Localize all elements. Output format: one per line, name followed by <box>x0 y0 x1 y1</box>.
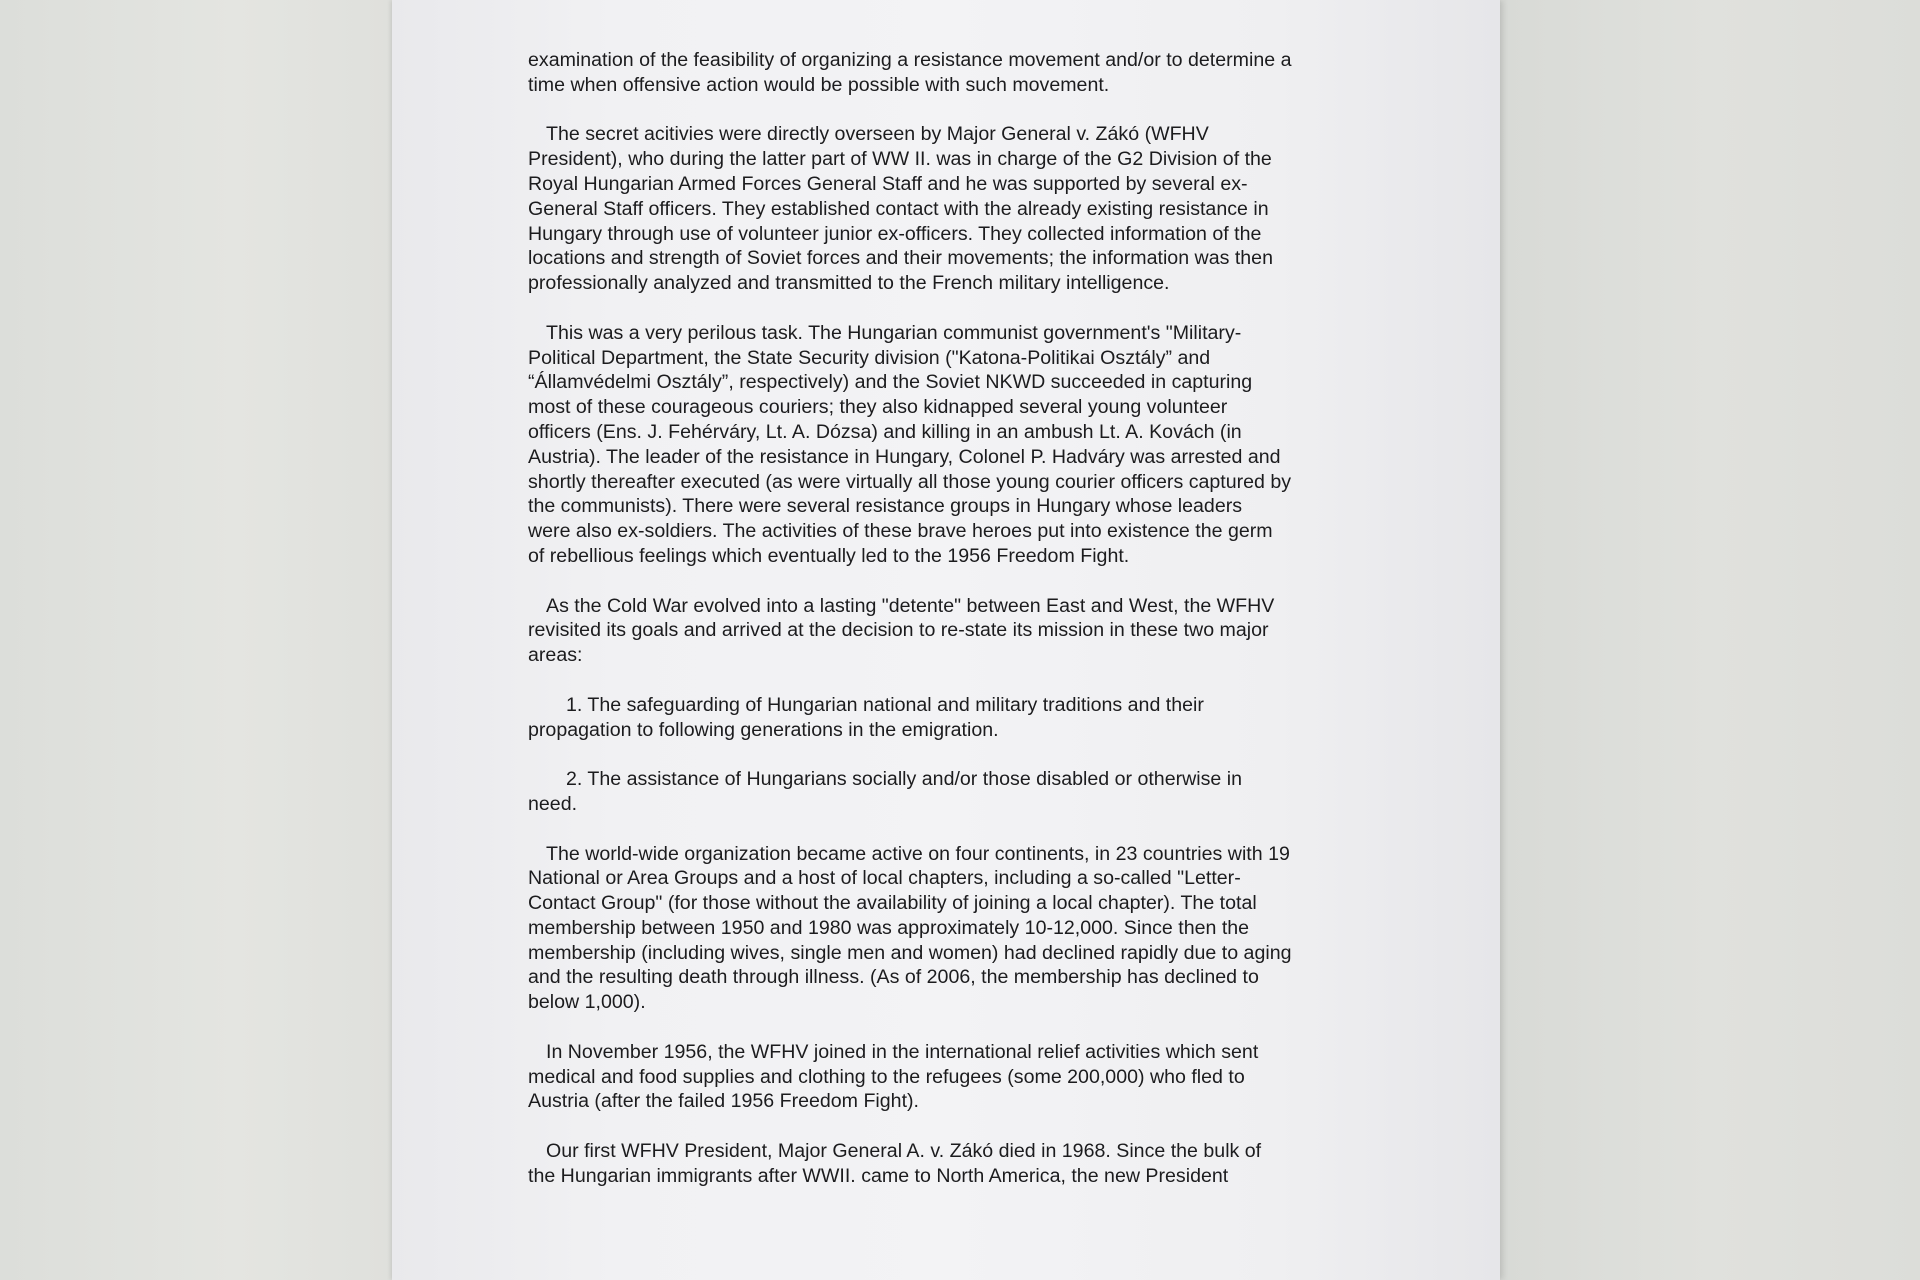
paragraph-relief: In November 1956, the WFHV joined in the international relief activities which sent medical and food supplies and clothing to the refugees (some 200,000) who fled to Austria (after the failed 1956 Freedom Fight). <box>528 1040 1259 1113</box>
list-item-traditions: 1. The safeguarding of Hungarian national and military traditions and their propagation to following generations in the emigration. <box>528 693 1204 741</box>
background-wall-left <box>0 0 392 1280</box>
paper-sheet <box>392 0 1500 1280</box>
list-item-assistance: 2. The assistance of Hungarians socially and/or those disabled or otherwise in need. <box>528 768 1243 815</box>
background-wall-right <box>1500 0 1920 1280</box>
paragraph-cold-war: As the Cold War evolved into a lasting "detente" between East and West, the WFHV revisited its goals and arrived at the decision to re-state its mission in these two major areas: <box>528 594 1275 667</box>
paragraph-secret-activities: The secret acitivies were directly overseen by Major General v. Zákó (WFHV President), who during the latter part of WW II. was in charge of the G2 Division of the Royal Hungarian Armed Forces General Staff and he was supported by several ex- General Staff officers. They established contact with the already existing resistance in Hungary through use of volunteer junior ex-officers. They collected information of the locations and strength of Soviet forces and their movements; the information was then professionally analyzed and transmitted to the French military intelligence. <box>528 123 1273 295</box>
document-body <box>528 48 1398 1189</box>
paragraph-first-president: Our first WFHV President, Major General A. v. Zákó died in 1968. Since the bulk of the Hungarian immigrants after WWII. came to North America, the new President <box>528 1140 1262 1187</box>
paragraph-perilous-task: This was a very perilous task. The Hungarian communist government's "Military- Political Department, the State Security division ("Katona-Politikai Osztály” and “Államvédelmi Osztály”, respectively) and the Soviet NKWD succeeded in capturing most of these courageous couriers; they also kidnapped several young volunteer officers (Ens. J. Fehérváry, Lt. A. Dózsa) and killing in an ambush Lt. A. Kovách (in Austria). The leader of the resistance in Hungary, Colonel P. Hadváry was arrested and shortly thereafter executed (as were virtually all those young courier officers captured by the communists). There were several resistance groups in Hungary whose leaders were also ex-soldiers. The activities of these brave heroes put into existence the germ of rebellious feelings which eventually led to the 1956 Freedom Fight. <box>528 321 1292 567</box>
paragraph-organization: The world-wide organization became active on four continents, in 23 countries with 19 National or Area Groups and a host of local chapters, including a so-called "Letter- Contact Group" (for those without the availability of joining a local chapter). The total membership between 1950 and 1980 was approximately 10-12,000. Since then the membership (including wives, single men and women) had declined rapidly due to aging and the resulting death through illness. (As of 2006, the membership has declined to below 1,000). <box>528 842 1292 1014</box>
paragraph-intro: examination of the feasibility of organizing a resistance movement and/or to determine a time when offensive action would be possible with such movement. <box>528 49 1292 96</box>
